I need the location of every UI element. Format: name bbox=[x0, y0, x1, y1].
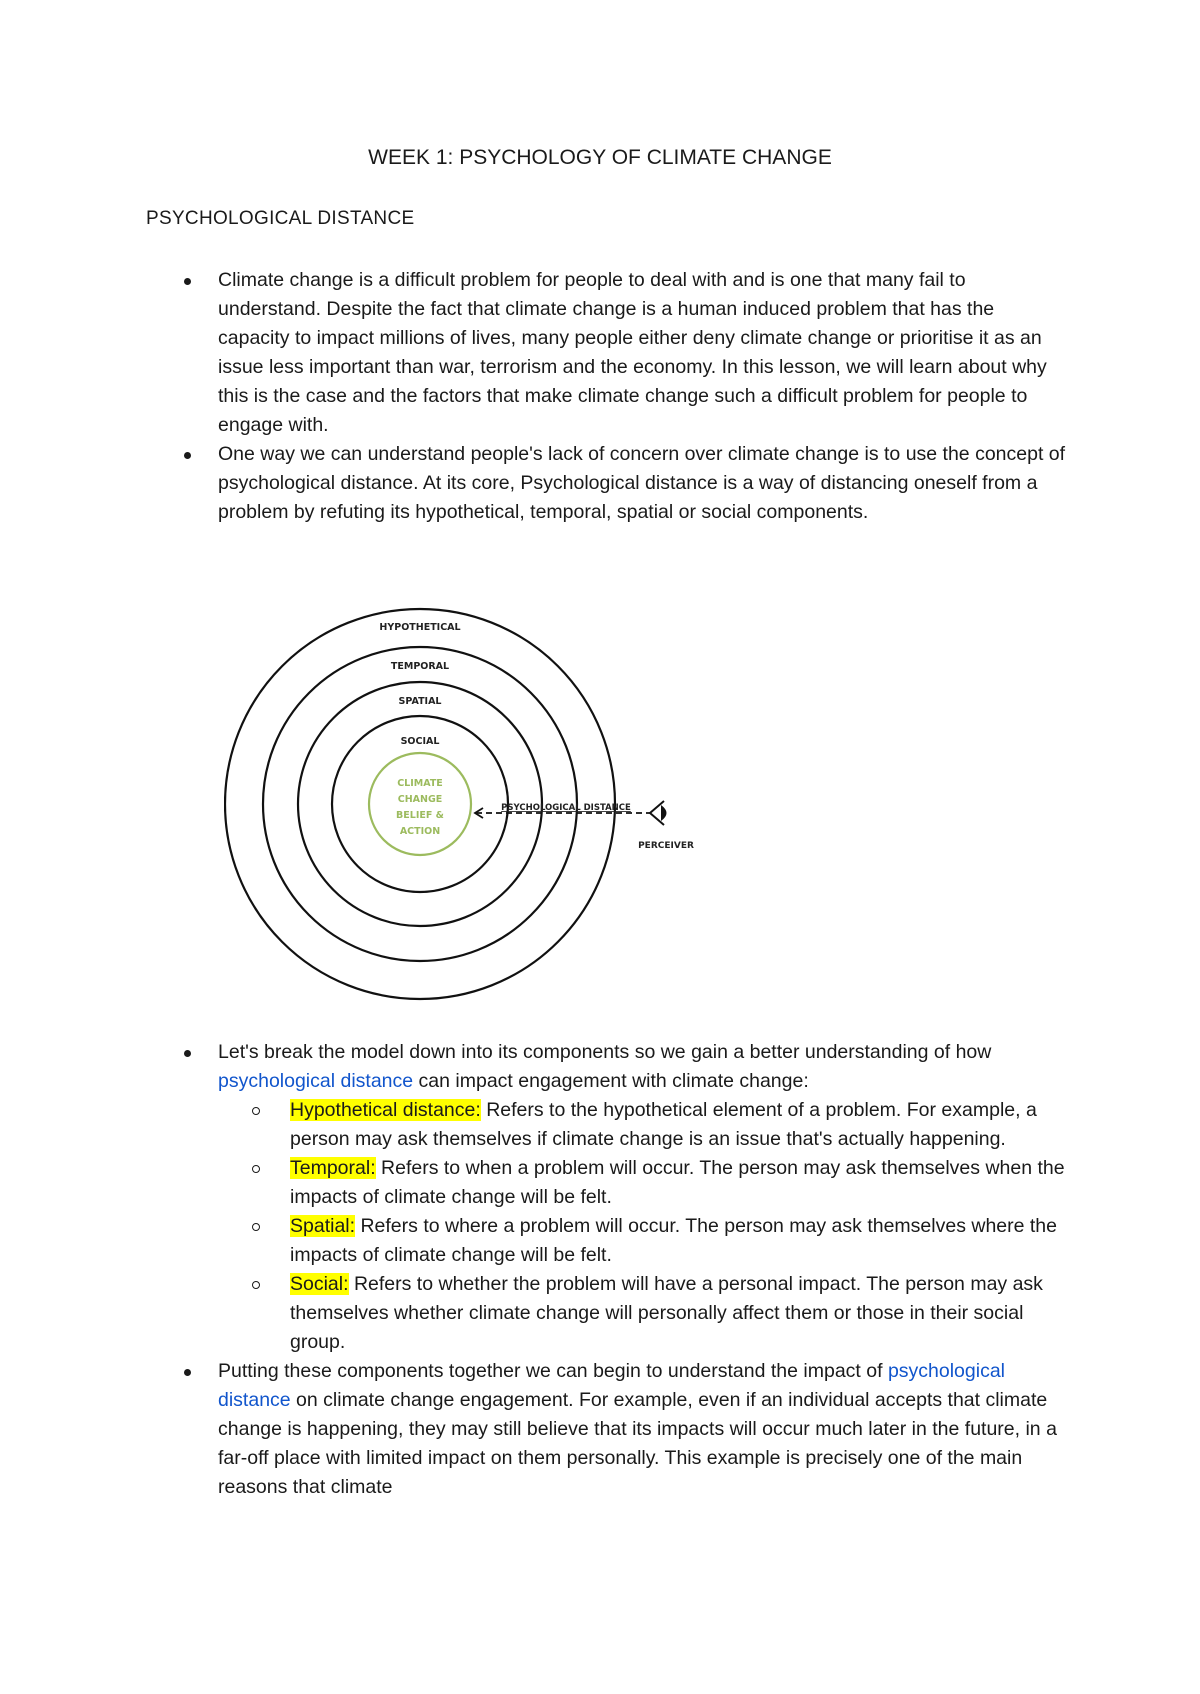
bullet-icon bbox=[184, 1369, 191, 1376]
ring-label-hypothetical: HYPOTHETICAL bbox=[379, 622, 461, 633]
bullet-text-before: Let's break the model down into its components so we gain a better understanding of how bbox=[218, 1041, 992, 1063]
diagram-svg bbox=[224, 604, 700, 1004]
list-item bbox=[146, 266, 1066, 440]
page-title: WEEK 1: PSYCHOLOGY OF CLIMATE CHANGE bbox=[368, 146, 832, 169]
sub-item-hypothetical bbox=[218, 1096, 1066, 1154]
bullet-text: Climate change is a difficult problem for people to deal with and is one that many fail to understand. Despite the fact that climate change is a human induced problem that has the capacity to impact millions of lives, many people either deny climate change or prioritise it as an issue less important than war, terrorism and the economy. In this lesson, we will learn about why this is the case and the factors that make climate change such a difficult problem for people to engage with. bbox=[218, 269, 1047, 436]
term-description: Refers to whether the problem will have a personal impact. The person may ask themselves whether climate change will personally affect them or those in their social group. bbox=[290, 1273, 1043, 1353]
circle-bullet-icon bbox=[252, 1107, 260, 1115]
bullet-icon bbox=[184, 278, 191, 285]
term-description: Refers to where a problem will occur. The person may ask themselves where the impacts of climate change will be felt. bbox=[290, 1215, 1057, 1266]
perceiver-label: PERCEIVER bbox=[638, 841, 694, 851]
bullet-text-after: can impact engagement with climate change: bbox=[413, 1070, 809, 1092]
core-label-line4: ACTION bbox=[399, 826, 441, 837]
list-item bbox=[146, 1357, 1066, 1502]
ring-label-spatial: SPATIAL bbox=[398, 696, 442, 707]
distance-label: PSYCHOLOGICAL DISTANCE bbox=[501, 803, 631, 813]
bullet-text-before: Putting these components together we can begin to understand the impact of bbox=[218, 1360, 888, 1382]
core-label-line1: CLIMATE bbox=[397, 778, 443, 789]
term-description: Refers to when a problem will occur. The person may ask themselves when the impacts of climate change will be felt. bbox=[290, 1157, 1065, 1208]
circle-bullet-icon bbox=[252, 1281, 260, 1289]
bullet-list-top bbox=[146, 266, 1066, 527]
circle-bullet-icon bbox=[252, 1223, 260, 1231]
bullet-text-after: on climate change engagement. For example, even if an individual accepts that climate change is happening, they may still believe that its impacts will occur much later in the future, in a far-off place with limited impact on them personally. This example is precisely one of the main reasons that climate bbox=[218, 1389, 1057, 1498]
term-description: Refers to the hypothetical element of a problem. For example, a person may ask themselves if climate change is an issue that's actually happening. bbox=[290, 1099, 1037, 1150]
bullet-list-bottom bbox=[146, 1038, 1066, 1502]
psychological-distance-link[interactable]: psychological distance bbox=[218, 1360, 1006, 1411]
term-hypothetical: Hypothetical distance: bbox=[290, 1099, 481, 1121]
term-temporal: Temporal: bbox=[290, 1157, 376, 1179]
core-label-line3: BELIEF & bbox=[396, 810, 444, 821]
sub-list bbox=[218, 1096, 1066, 1357]
bullet-text: One way we can understand people's lack of concern over climate change is to use the concept of psychological distance. At its core, Psychological distance is a way of distancing oneself from a problem by refuting its hypothetical, temporal, spatial or social components. bbox=[218, 443, 1066, 523]
eye-pupil-icon bbox=[661, 805, 667, 821]
psychological-distance-link[interactable]: psychological distance bbox=[218, 1070, 414, 1092]
sub-item-temporal bbox=[218, 1154, 1066, 1212]
ring-label-social: SOCIAL bbox=[400, 736, 440, 747]
circle-bullet-icon bbox=[252, 1165, 260, 1173]
term-spatial: Spatial: bbox=[290, 1215, 356, 1237]
psychological-distance-diagram bbox=[224, 604, 700, 1004]
term-social: Social: bbox=[290, 1273, 349, 1295]
list-item bbox=[146, 1038, 1066, 1357]
bullet-icon bbox=[184, 1050, 191, 1057]
sub-item-spatial bbox=[218, 1212, 1066, 1270]
sub-item-social bbox=[218, 1270, 1066, 1357]
section-heading: PSYCHOLOGICAL DISTANCE bbox=[146, 208, 415, 229]
ring-label-temporal: TEMPORAL bbox=[390, 661, 450, 672]
list-item bbox=[146, 440, 1066, 527]
core-label-line2: CHANGE bbox=[397, 794, 443, 805]
bullet-icon bbox=[184, 452, 191, 459]
